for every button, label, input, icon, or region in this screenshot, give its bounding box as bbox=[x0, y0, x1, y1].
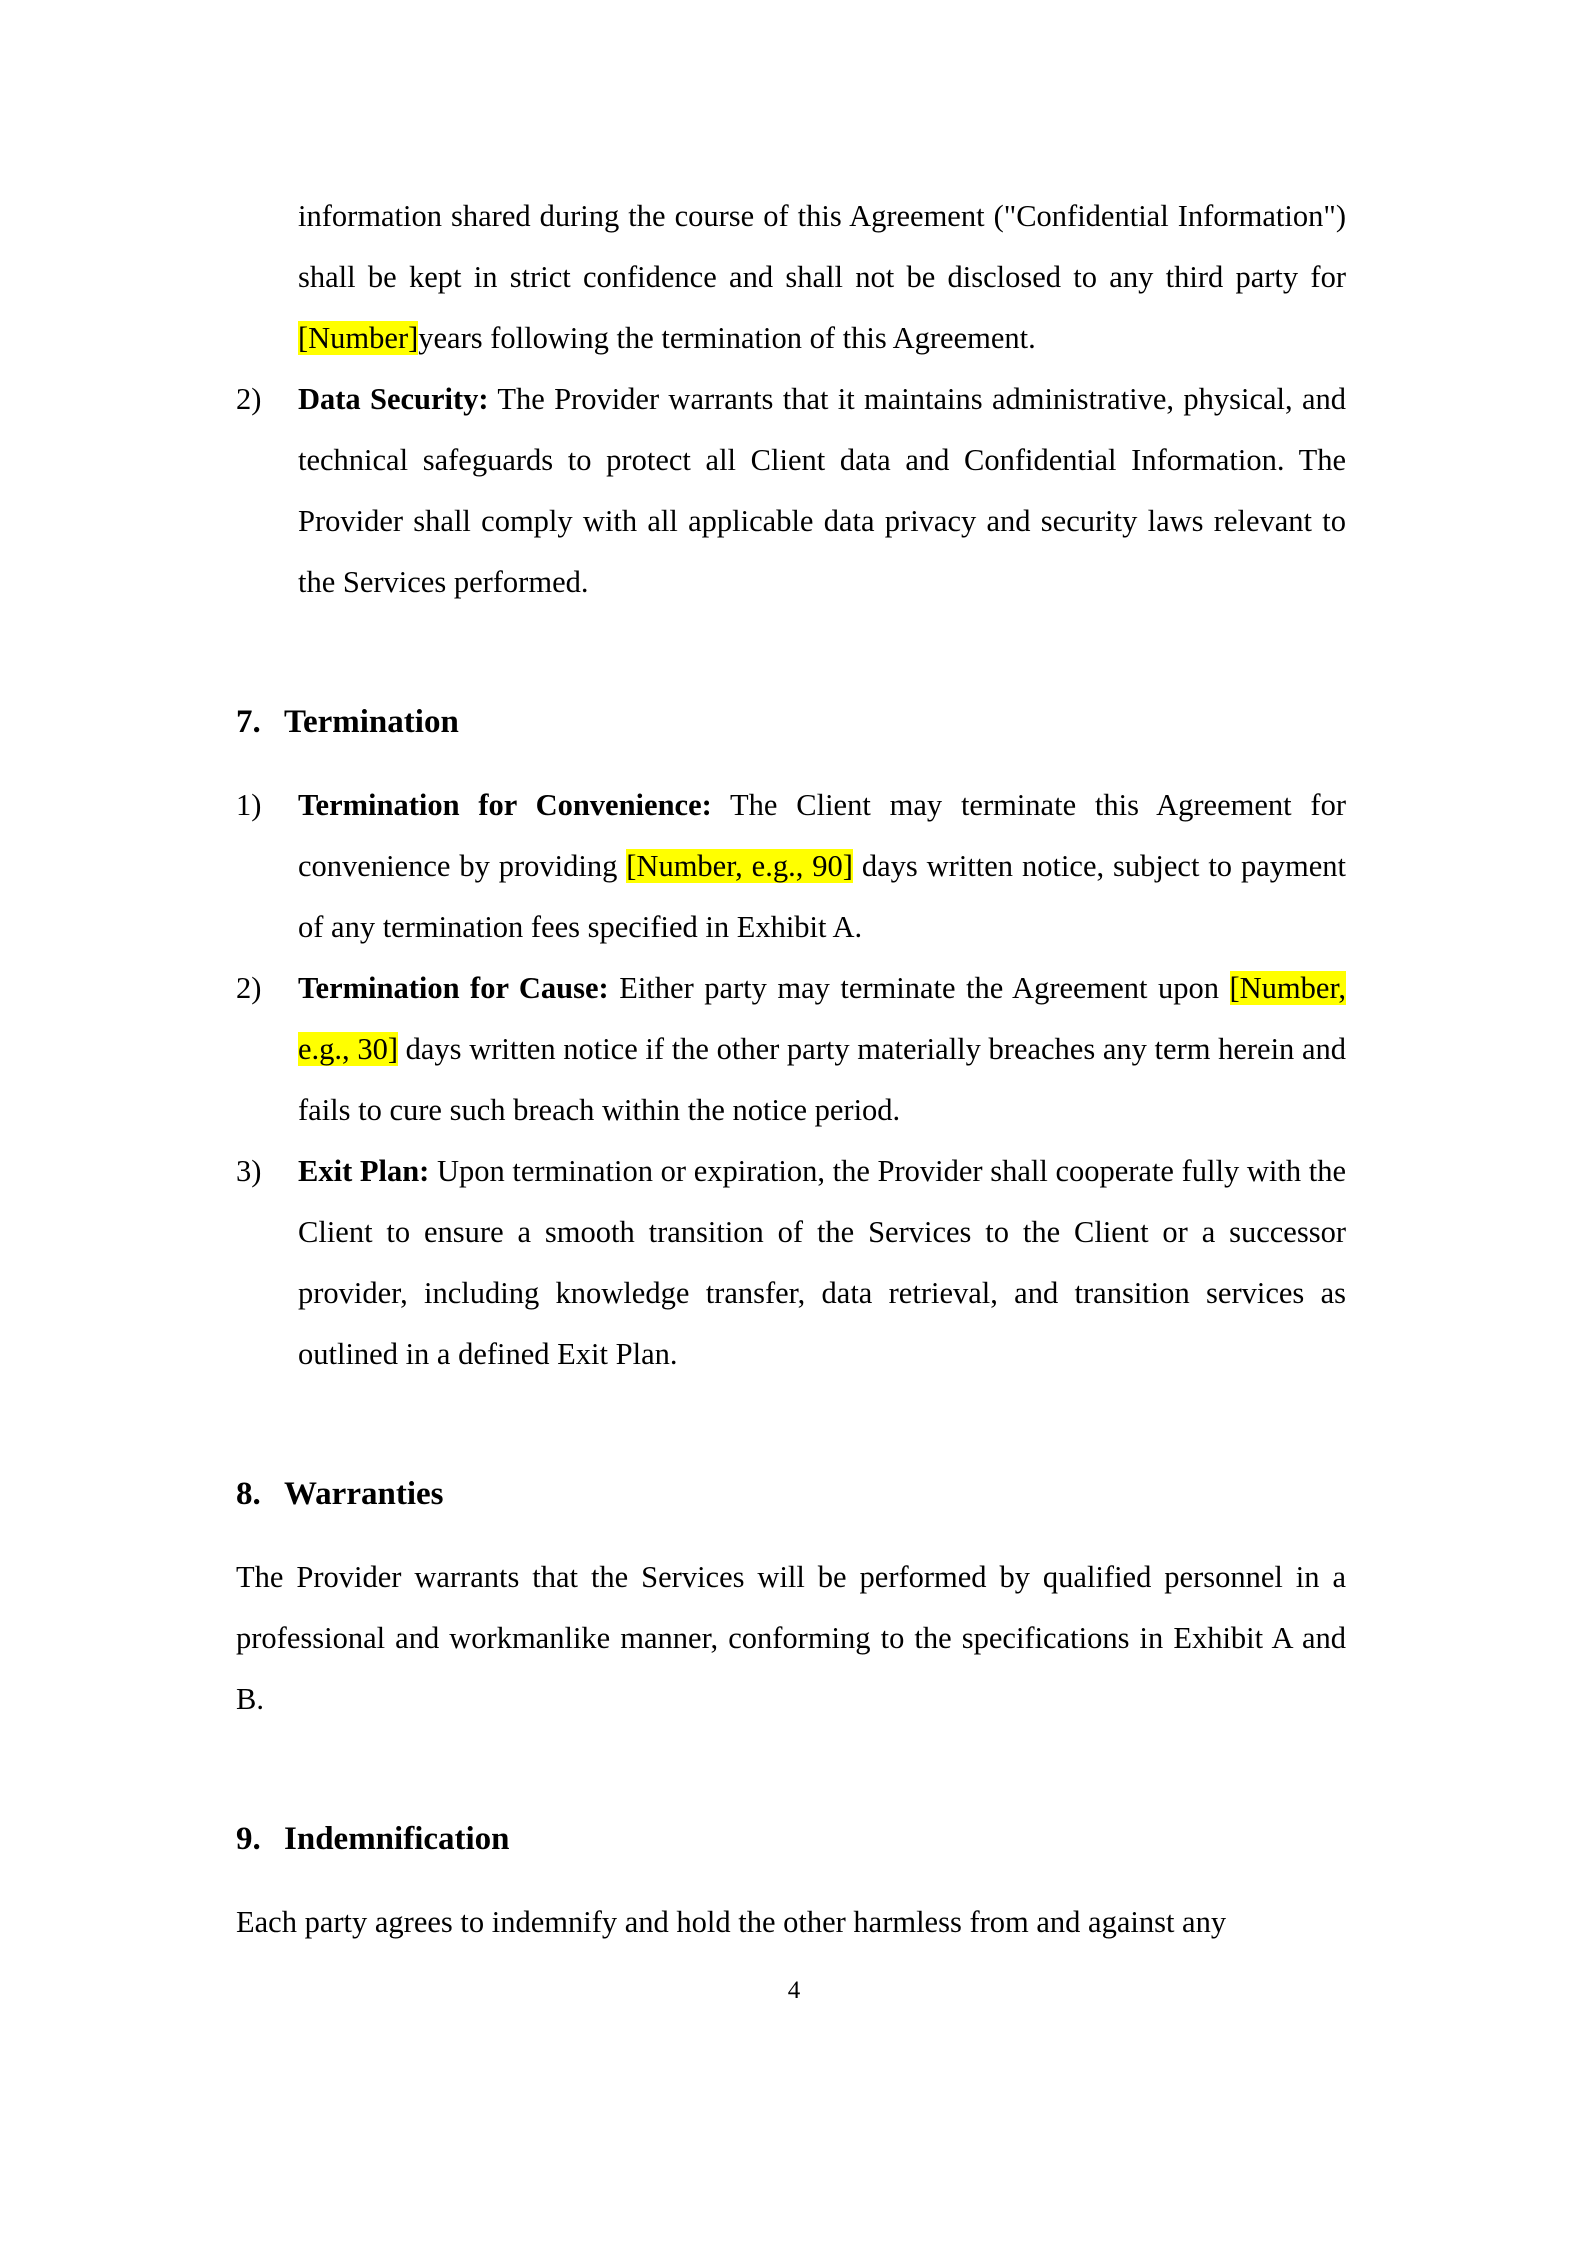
heading-spacer bbox=[236, 1862, 1346, 1892]
section-spacer bbox=[236, 1385, 1346, 1471]
section-heading-indemnification bbox=[236, 1816, 1346, 1862]
section-number-8: 8. bbox=[236, 1476, 261, 1512]
page-content bbox=[236, 186, 1346, 1953]
termination-convenience-text-before: The Client may terminate this Agreement for convenience by providing bbox=[298, 788, 1346, 883]
data-security-lead-in: Data Security: bbox=[298, 382, 489, 416]
list-marker-exit-plan: 3) bbox=[236, 1154, 262, 1188]
list-marker-termination-convenience: 1) bbox=[236, 788, 262, 822]
section-spacer bbox=[236, 1730, 1346, 1816]
termination-convenience-text-after: days written notice, subject to payment of any termination fees specified in Exhibit A. bbox=[298, 849, 1346, 944]
confidentiality-continuation-paragraph bbox=[236, 186, 1346, 369]
section-heading-warranties bbox=[236, 1471, 1346, 1517]
highlight-number-30-days: [Number, e.g., 30] bbox=[298, 971, 1347, 1066]
page-number-footer: 4 bbox=[787, 1977, 801, 2004]
section-spacer bbox=[236, 613, 1346, 699]
termination-cause-text-before: Either party may terminate the Agreement upon bbox=[608, 971, 1230, 1005]
confidentiality-continuation-text-before: information shared during the course of this Agreement ("Confidential Information") shall be kept in strict confidence and shall not be disclosed to any third party for bbox=[298, 199, 1346, 294]
data-security-text: The Provider warrants that it maintains administrative, physical, and technical safeguards to protect all Client data and Confidential Information. The Provider shall comply with all applicable data privacy and security laws relevant to the Services performed. bbox=[298, 382, 1346, 599]
section-title-termination: Termination bbox=[284, 704, 459, 740]
exit-plan-text: Upon termination or expiration, the Provider shall cooperate fully with the Client to ensure a smooth transition of the Services to the Client or a successor provider, including knowledge transfer, data retrieval, and transition services as outlined in a defined Exit Plan. bbox=[298, 1154, 1346, 1371]
list-item bbox=[236, 958, 1346, 1141]
section-number-7: 7. bbox=[236, 704, 261, 740]
exit-plan-lead-in: Exit Plan: bbox=[298, 1154, 430, 1188]
termination-cause-text-after: days written notice if the other party materially breaches any term herein and fails to cure such breach within the notice period. bbox=[298, 1032, 1346, 1127]
list-marker-data-security: 2) bbox=[236, 382, 262, 416]
termination-cause-lead-in: Termination for Cause: bbox=[298, 971, 609, 1005]
list-marker-termination-cause: 2) bbox=[236, 971, 262, 1005]
indemnification-body-paragraph: Each party agrees to indemnify and hold the other harmless from and against any bbox=[236, 1905, 1227, 1939]
section-heading-termination bbox=[236, 699, 1346, 745]
heading-spacer bbox=[236, 1517, 1346, 1547]
list-item bbox=[236, 775, 1346, 958]
highlight-number-90-days: [Number, e.g., 90] bbox=[626, 849, 853, 883]
list-item bbox=[236, 369, 1346, 613]
termination-convenience-lead-in: Termination for Convenience: bbox=[298, 788, 712, 822]
confidentiality-continuation-text-after: years following the termination of this Agreement. bbox=[418, 321, 1036, 355]
highlight-number-years: [Number] bbox=[298, 321, 419, 355]
section-title-indemnification: Indemnification bbox=[284, 1821, 510, 1857]
section-number-9: 9. bbox=[236, 1821, 261, 1857]
warranties-body-paragraph: The Provider warrants that the Services will be performed by qualified personnel in a professional and workmanlike manner, conforming to the specifications in Exhibit A and B. bbox=[236, 1560, 1346, 1716]
heading-spacer bbox=[236, 745, 1346, 775]
list-item bbox=[236, 1141, 1346, 1385]
section-title-warranties: Warranties bbox=[284, 1476, 444, 1512]
